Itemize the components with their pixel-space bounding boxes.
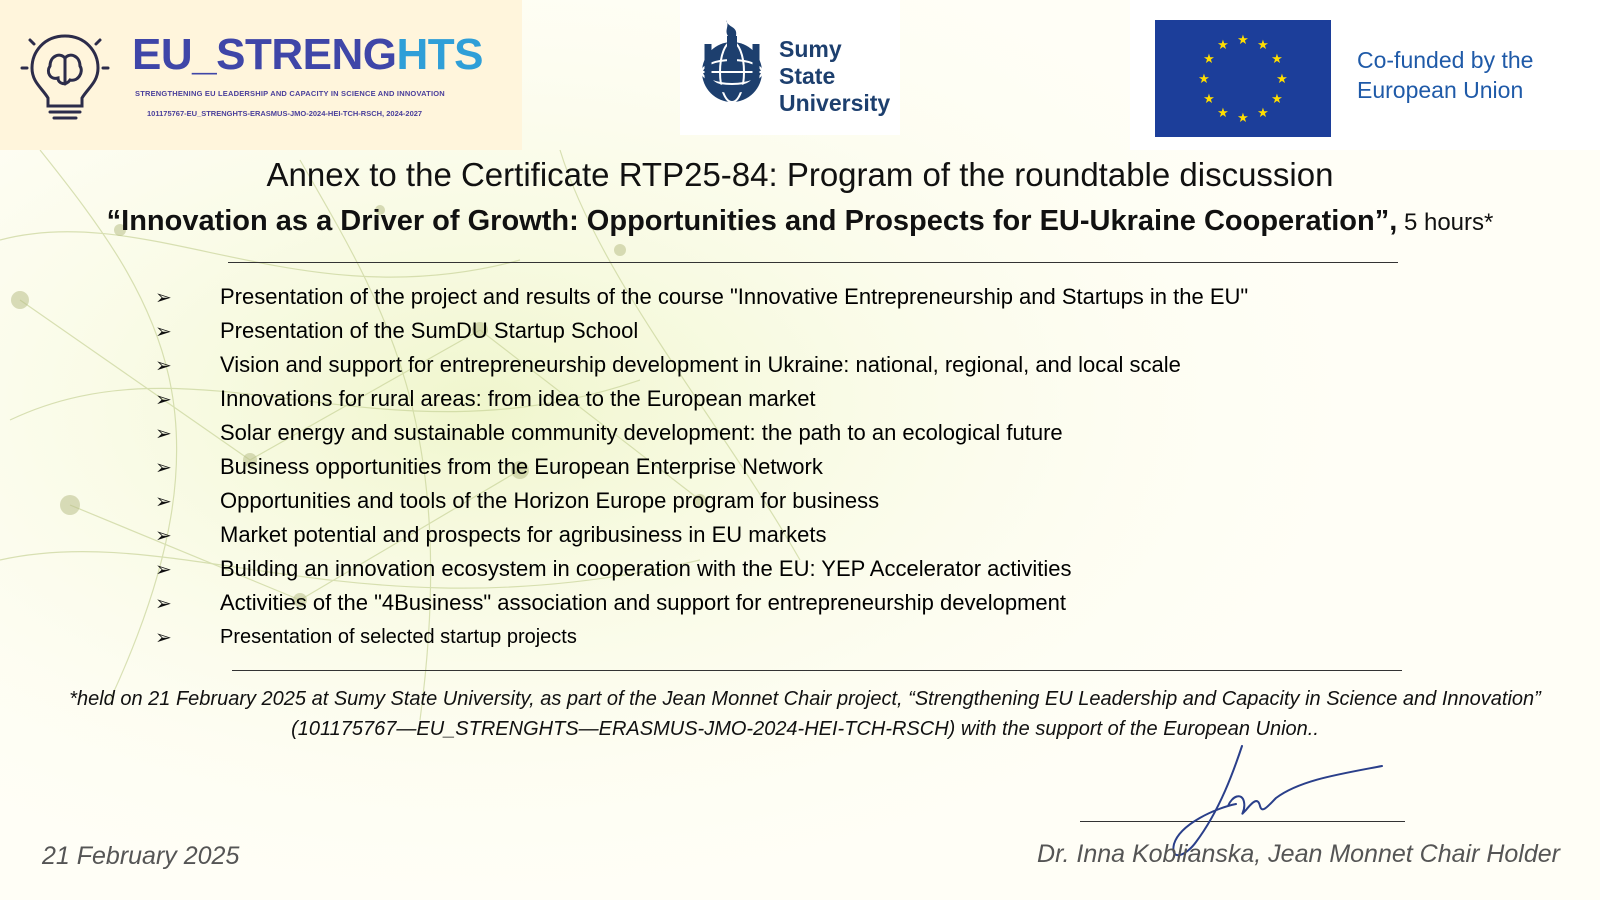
agenda-item-text: Market potential and prospects for agribusiness in EU markets — [220, 522, 827, 547]
agenda-item-text: Vision and support for entrepreneurship development in Ukraine: national, regional, and local scale — [220, 352, 1181, 377]
arrow-bullet-icon: ➢ — [155, 558, 172, 581]
university-name-line2: State — [779, 63, 836, 89]
bottom-divider — [232, 670, 1402, 671]
arrow-bullet-icon: ➢ — [155, 524, 172, 547]
agenda-list — [155, 280, 1455, 654]
eu-cofunded-line1: Co-funded by the — [1357, 47, 1534, 73]
svg-text:★: ★ — [1237, 111, 1249, 126]
agenda-item-text: Presentation of selected startup projects — [220, 625, 577, 648]
svg-text:★: ★ — [1203, 92, 1215, 107]
arrow-bullet-icon: ➢ — [155, 388, 172, 411]
project-name — [132, 30, 483, 80]
svg-text:★: ★ — [1217, 38, 1229, 53]
agenda-item-text: Business opportunities from the European Enterprise Network — [220, 454, 823, 479]
event-name: “Innovation as a Driver of Growth: Opportunities and Prospects for EU-Ukraine Cooperation”, — [106, 205, 1398, 237]
arrow-bullet-icon: ➢ — [155, 354, 172, 377]
annex-title: Annex to the Certificate RTP25-84: Program of the roundtable discussion — [266, 156, 1334, 193]
agenda-item — [155, 518, 1455, 552]
agenda-item — [155, 314, 1455, 348]
agenda-item — [155, 450, 1455, 484]
sumy-university-globe-icon — [690, 14, 776, 114]
agenda-item-text: Building an innovation ecosystem in cooperation with the EU: YEP Accelerator activities — [220, 556, 1072, 581]
event-title — [0, 205, 1600, 238]
agenda-item — [155, 280, 1455, 314]
university-name-line3: University — [779, 90, 891, 116]
arrow-bullet-icon: ➢ — [155, 626, 172, 649]
agenda-item-text: Presentation of the project and results of the course "Innovative Entrepreneurship and Startups in the EU" — [220, 284, 1249, 309]
arrow-bullet-icon: ➢ — [155, 490, 172, 513]
agenda-item — [155, 620, 1455, 654]
project-subtitle: STRENGTHENING EU LEADERSHIP AND CAPACITY IN SCIENCE AND INNOVATION — [135, 89, 445, 98]
svg-text:★: ★ — [1276, 72, 1288, 87]
svg-text:★: ★ — [1198, 72, 1210, 87]
svg-text:★: ★ — [1257, 106, 1269, 121]
svg-text:★: ★ — [1217, 106, 1229, 121]
arrow-bullet-icon: ➢ — [155, 456, 172, 479]
agenda-item — [155, 552, 1455, 586]
event-duration: 5 hours* — [1397, 209, 1494, 236]
svg-text:★: ★ — [1257, 38, 1269, 53]
agenda-item-text: Activities of the "4Business" association and support for entrepreneurship development — [220, 590, 1066, 615]
signer-name: Dr. Inna Koblianska, Jean Monnet Chair Holder — [1037, 840, 1560, 868]
eu-flag-icon — [1155, 20, 1331, 137]
eu-cofunded-line2: European Union — [1357, 77, 1524, 103]
arrow-bullet-icon: ➢ — [155, 286, 172, 309]
project-name-part1: EU_STRENG — [132, 30, 397, 79]
agenda-item-text: Opportunities and tools of the Horizon Europe program for business — [220, 488, 880, 513]
agenda-item — [155, 348, 1455, 382]
eu-stars-icon — [1155, 20, 1331, 137]
university-name-line1: Sumy — [779, 36, 842, 62]
top-divider — [228, 262, 1398, 263]
agenda-item — [155, 484, 1455, 518]
lightbulb-brain-icon — [20, 28, 110, 124]
agenda-item — [155, 586, 1455, 620]
agenda-item — [155, 382, 1455, 416]
university-name — [779, 36, 890, 117]
arrow-bullet-icon: ➢ — [155, 422, 172, 445]
svg-text:★: ★ — [1203, 52, 1215, 67]
project-code: 101175767-EU_STRENGHTS-ERASMUS-JMO-2024-HEI-TCH-RSCH, 2024-2027 — [147, 109, 423, 118]
agenda-item-text: Presentation of the SumDU Startup School — [220, 318, 639, 343]
agenda-item — [155, 416, 1455, 450]
agenda-item-text: Solar energy and sustainable community development: the path to an ecological future — [220, 420, 1063, 445]
arrow-bullet-icon: ➢ — [155, 592, 172, 615]
footnote: *held on 21 February 2025 at Sumy State University, as part of the Jean Monnet Chair project, “Strengthening EU Leadership and Capacity in Science and Innovation” (101175767—EU_STRENGHTS—ERASMUS-JMO-2024-HEI-TCH-RSCH) with the support of the European Union.. — [69, 688, 1541, 740]
project-name-part2: HTS — [396, 30, 483, 79]
arrow-bullet-icon: ➢ — [155, 320, 172, 343]
agenda-item-text: Innovations for rural areas: from idea to the European market — [220, 386, 816, 411]
svg-text:★: ★ — [1271, 92, 1283, 107]
certificate-date: 21 February 2025 — [42, 842, 240, 870]
svg-text:★: ★ — [1271, 52, 1283, 67]
eu-cofunded-label — [1357, 45, 1533, 105]
svg-text:★: ★ — [1237, 33, 1249, 48]
